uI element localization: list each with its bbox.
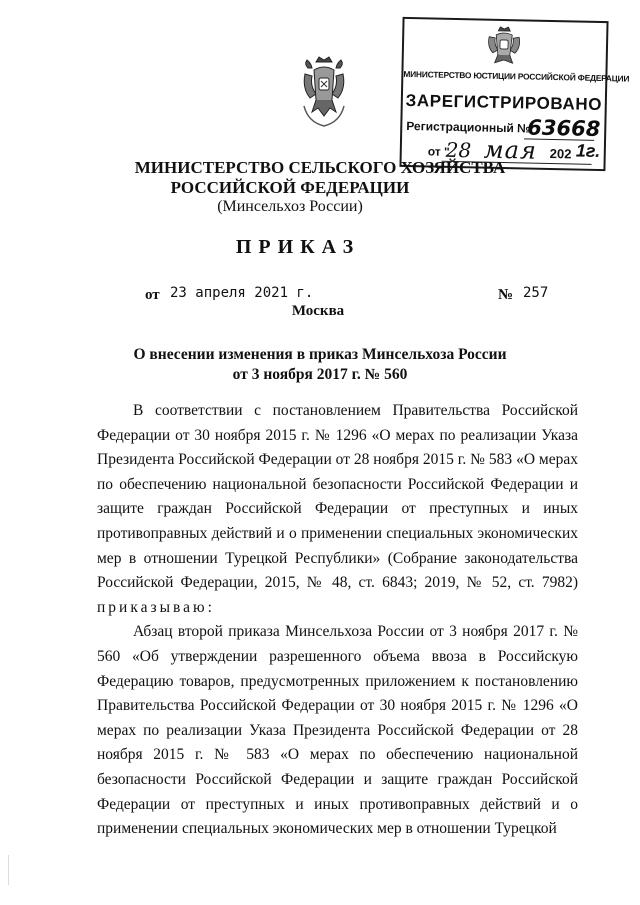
document-date: 23 апреля 2021 г. [170, 285, 314, 301]
stamp-coat-of-arms-icon [486, 25, 523, 66]
subject-line2: от 3 ноября 2017 г. № 560 [232, 366, 408, 383]
stamp-date-month: мая [483, 135, 538, 165]
document-city: Москва [291, 303, 345, 319]
subject-line1: О внесении изменения в приказ Минсельхоза России [133, 346, 507, 363]
document-title: ПРИКАЗ [235, 236, 361, 258]
paragraph-1-text: В соответствии с постановлением Правительства Российской Федерации от 30 ноября 2015 г. № 1296 «О мерах по реализации Указа Президента Российской Федерации от 28 ноября 2015 г. № 583 «О мерах по обеспечению национальной безопасности Российской Федерации и защите граждан Российской Федерации от преступных и иных противоправных действий и о применении специальных экономических мер в отношении Турецкой Республики» (Собрание законодательства Российской Федерации, 2015, № 48, ст. 6843; 2019, № 52, ст. 7982) [97, 402, 578, 592]
order-word: приказываю: [97, 598, 215, 616]
ministry-name-line2: РОССИЙСКОЙ ФЕДЕРАЦИИ [170, 178, 410, 197]
stamp-status: ЗАРЕГИСТРИРОВАНО [405, 90, 603, 115]
coat-of-arms-icon [302, 54, 346, 128]
stamp-registration-number: 63668 [527, 115, 601, 142]
number-prefix: № [498, 287, 514, 303]
stamp-date-prefix: от " [427, 144, 450, 159]
scan-margin-mark [8, 855, 9, 885]
registration-stamp [399, 17, 630, 171]
ministry-name-line1: МИНИСТЕРСТВО СЕЛЬСКОГО ХОЗЯЙСТВА [134, 158, 506, 177]
stamp-date-year-suffix: 1г. [575, 140, 601, 162]
stamp-registration-label: Регистрационный № [406, 118, 531, 136]
stamp-date-year: 202 [549, 145, 572, 162]
body-paragraph-2: Абзац второй приказа Минсельхоза России от 3 ноября 2017 г. № 560 «Об утверждении разрешенного объема ввоза в Российскую Федерацию товаров, предусмотренных приложением к постановлению Правительства Российской Федерации от 30 ноября 2015 г. № 1296 «О мерах по реализации Указа Президента Российской Федерации от 28 ноября 2015 г. № 583 «О мерах по обеспечению национальной безопасности Российской Федерации и защите граждан Российской Федерации от преступных и иных противоправных действий и о применении специальных экономических мер в отношении Турецкой [97, 623, 578, 838]
ministry-short-name: (Минсельхоз России) [217, 198, 363, 215]
date-prefix: от [145, 287, 160, 303]
stamp-date-day: 28 [445, 137, 472, 163]
body-paragraph-1 [97, 399, 578, 620]
document-number: 257 [523, 285, 549, 301]
document-body [97, 399, 578, 842]
stamp-ministry-name: МИНИСТЕРСТВО ЮСТИЦИИ РОССИЙСКОЙ ФЕДЕРАЦИИ [403, 68, 630, 84]
